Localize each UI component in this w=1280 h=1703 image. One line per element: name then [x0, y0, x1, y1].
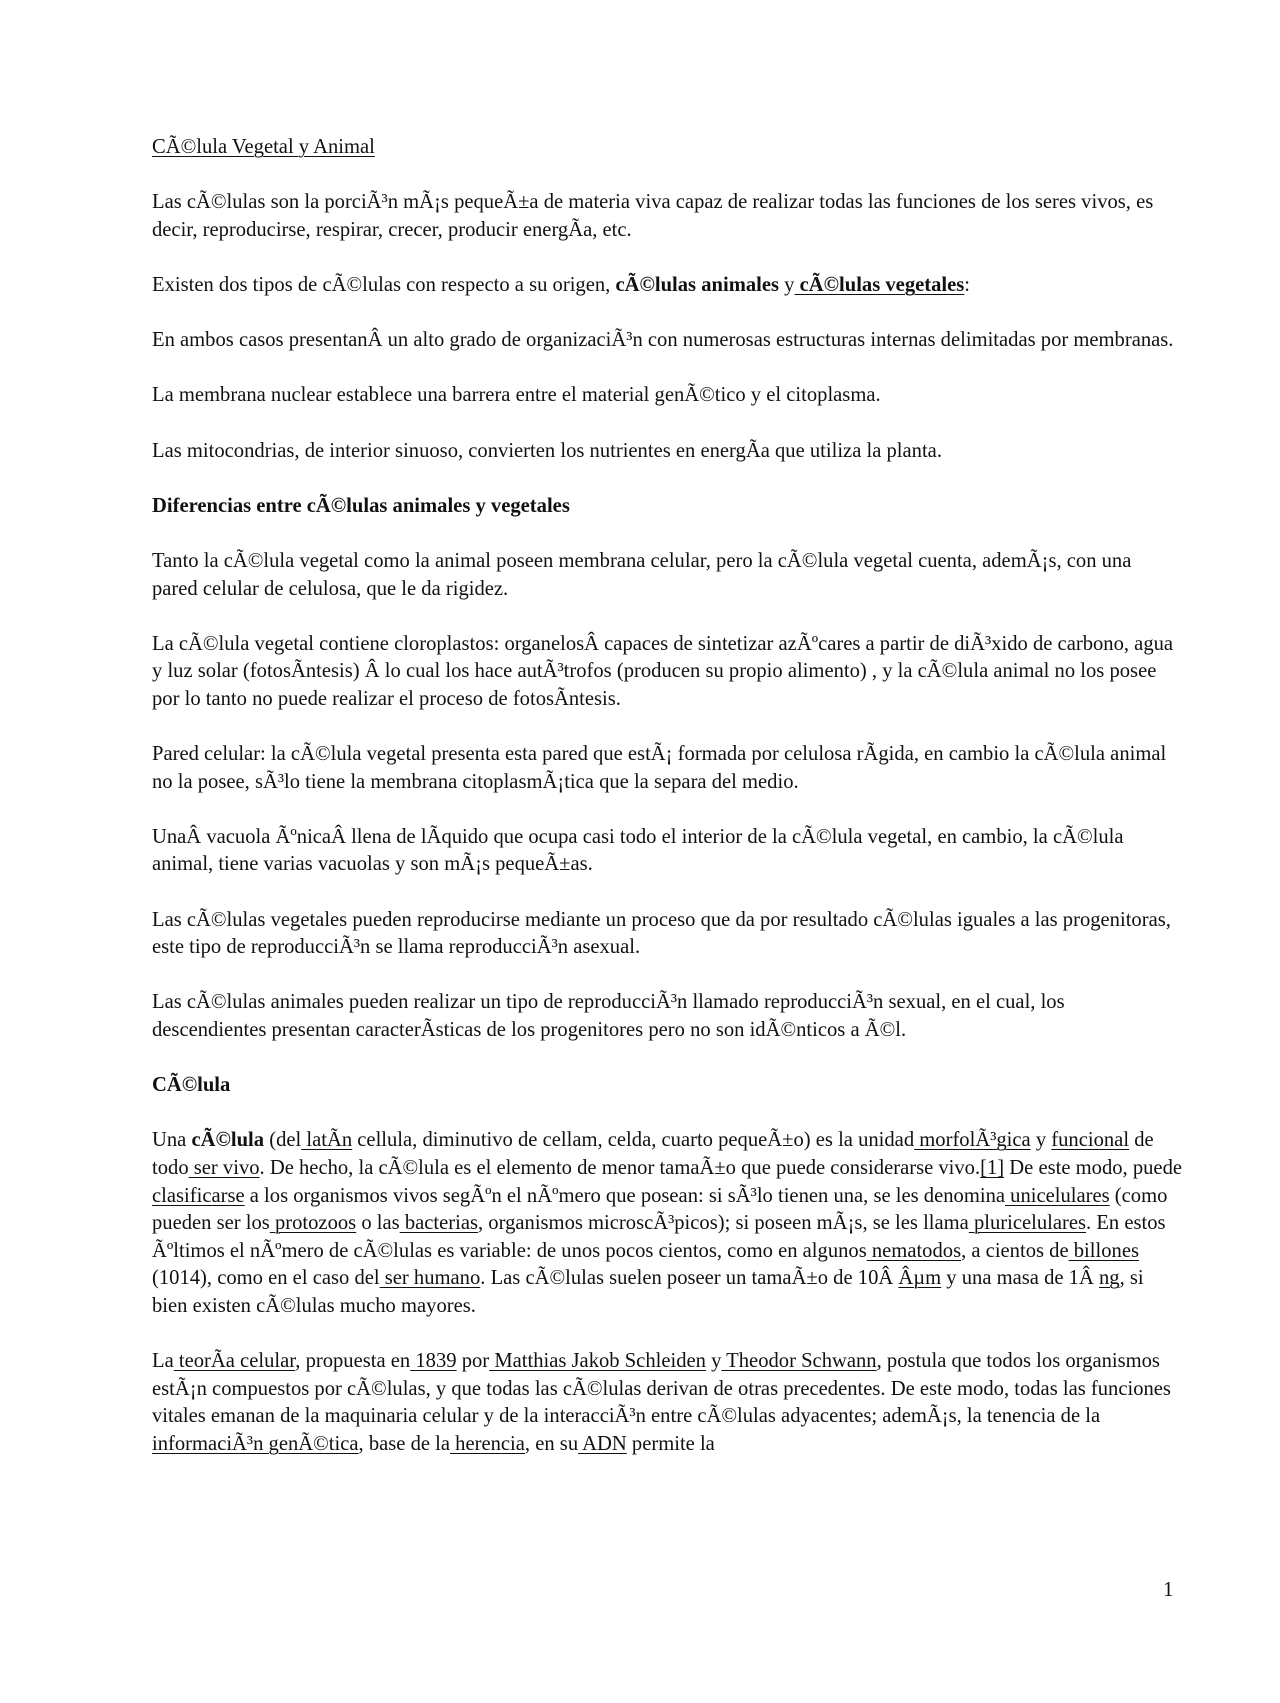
text-run: (como pueden ser los	[152, 1184, 1168, 1235]
paragraph-chloroplasts: La cÃ©lula vegetal contiene cloroplastos: organelosÂ capaces de sintetizar azÃºcares a partir de diÃ³xido de carbono, agua y luz solar (fotosÃntesis) Â lo cual los hace autÃ³trofos (producen su propio alimento) , y la cÃ©lula animal no los posee por lo tanto no puede realizar el proceso de fotosÃntesis.	[152, 632, 1174, 710]
text-run: y	[1030, 1129, 1052, 1152]
text-run: , propuesta en	[295, 1350, 411, 1373]
link-cell-theory[interactable]: teorÃa celular	[173, 1350, 296, 1373]
text-run: y	[705, 1350, 722, 1373]
bold-term-plant-cells: cÃ©lulas vegetales	[794, 273, 965, 296]
text-run: . De hecho, la cÃ©lula es el elemento de menor tamaÃ±o que puede considerarse vivo.	[259, 1156, 981, 1179]
bold-term-cell: cÃ©lula	[191, 1129, 265, 1152]
text-run: , organismos microscÃ³picos); si poseen mÃ¡s, se les llama	[478, 1212, 969, 1235]
paragraph-asexual-reproduction: Las cÃ©lulas vegetales pueden reproducirse mediante un proceso que da por resultado cÃ©lulas iguales a las progenitoras, este tipo de reproducciÃ³n se llama reproducciÃ³n asexual.	[152, 908, 1171, 959]
text-run: , si bien existen cÃ©lulas mucho mayores.	[152, 1267, 1144, 1317]
paragraph-intro: Las cÃ©lulas son la porciÃ³n mÃ¡s pequeÃ±a de materia viva capaz de realizar todas las funciones de los seres vivos, es decir, reproducirse, respirar, crecer, producir energÃa, etc.	[152, 191, 1154, 241]
link-micrometer[interactable]: Âµm	[898, 1267, 942, 1290]
text-run: , en su	[524, 1432, 579, 1455]
link-bacteria[interactable]: bacterias	[399, 1212, 478, 1235]
text-run: cellula, diminutivo de cellam, celda, cuarto pequeÃ±o) es la unidad	[352, 1129, 915, 1152]
paragraph-cell-definition	[152, 1127, 1182, 1320]
text-run: La	[152, 1350, 174, 1373]
link-latin[interactable]: latÃn	[301, 1129, 353, 1152]
section-heading-differences	[152, 493, 1182, 521]
link-nanogram[interactable]: ng	[1099, 1267, 1120, 1290]
text-run: . Las cÃ©lulas suelen poseer un tamaÃ±o de 10Â	[480, 1267, 899, 1290]
link-billions[interactable]: billones	[1068, 1239, 1139, 1262]
text-run: de todo	[152, 1129, 1154, 1179]
paragraph-nuclear-membrane: La membrana nuclear establece una barrera entre el material genÃ©tico y el citoplasma.	[152, 384, 881, 407]
text-run: De este modo, puede	[1004, 1156, 1183, 1179]
heading-text: CÃ©lula	[152, 1074, 231, 1097]
paragraph-sexual-reproduction: Las cÃ©lulas animales pueden realizar un tipo de reproducciÃ³n llamado reproducciÃ³n sexual, en el cual, los descendientes presentan caracterÃsticas de los progenitores pero no son idÃ©nticos a Ã©l.	[152, 991, 1065, 1041]
text-run: (del	[264, 1129, 302, 1152]
link-genetic-information[interactable]: informaciÃ³n genÃ©tica	[152, 1432, 359, 1455]
heading-text: Diferencias entre cÃ©lulas animales y vegetales	[152, 494, 570, 517]
document-body	[152, 134, 1182, 1486]
link-nematodes[interactable]: nematodos	[866, 1239, 962, 1262]
text-run: por	[456, 1350, 490, 1373]
paragraph-cell-theory	[152, 1348, 1182, 1458]
page-number: 1	[1163, 1577, 1174, 1601]
link-1839[interactable]: 1839	[410, 1350, 457, 1373]
text-run: , base de la	[358, 1432, 451, 1455]
text-run: y	[779, 273, 795, 296]
link-protozoa[interactable]: protozoos	[269, 1212, 357, 1235]
link-reference-1[interactable]: [1]	[980, 1156, 1005, 1179]
paragraph-mitochondria: Las mitocondrias, de interior sinuoso, convierten los nutrientes en energÃa que utiliza la planta.	[152, 439, 942, 462]
section-heading-cell	[152, 1072, 1182, 1100]
link-heredity[interactable]: herencia	[450, 1432, 525, 1455]
link-unicellular[interactable]: unicelulares	[1005, 1184, 1110, 1207]
text-run: a los organismos vivos segÃºn el nÃºmero que posean: si sÃ³lo tienen una, se les denomina	[244, 1184, 1006, 1207]
link-multicellular[interactable]: pluricelulares	[968, 1212, 1087, 1235]
text-run: :	[964, 273, 971, 296]
link-dna[interactable]: ADN	[578, 1432, 627, 1455]
link-morphological[interactable]: morfolÃ³gica	[914, 1129, 1031, 1152]
text-run: , a cientos de	[961, 1239, 1069, 1262]
paragraph-vacuole: UnaÂ vacuola ÃºnicaÂ llena de lÃquido que ocupa casi todo el interior de la cÃ©lula vegetal, en cambio, la cÃ©lula animal, tiene varias vacuolas y son mÃ¡s pequeÃ±as.	[152, 825, 1124, 876]
bold-term-animal-cells: cÃ©lulas animales	[615, 273, 780, 296]
text-run: , postula que todos los organismos estÃ¡n compuestos por cÃ©lulas, y que todas las cÃ©lulas derivan de otras precedentes. De este modo, todas las funciones vitales emanan de la maquinaria celular y de la interacciÃ³n entre cÃ©lulas adyacentes; ademÃ¡s, la tenencia de la	[152, 1350, 1171, 1428]
text-run: Existen dos tipos de cÃ©lulas con respecto a su origen,	[152, 273, 616, 296]
link-functional[interactable]: funcional	[1051, 1129, 1130, 1152]
link-schwann[interactable]: Theodor Schwann	[721, 1350, 877, 1373]
text-run: o las	[356, 1212, 400, 1235]
link-classify[interactable]: clasificarse	[152, 1184, 245, 1207]
text-run: Una	[152, 1129, 192, 1152]
text-run: . En estos Ãºltimos el nÃºmero de cÃ©lulas es variable: de unos pocos cientos, como en algunos	[152, 1212, 1166, 1262]
link-human-being[interactable]: ser humano	[379, 1267, 481, 1290]
document-title	[152, 134, 1182, 162]
link-living-being[interactable]: ser vivo	[188, 1156, 260, 1179]
link-schleiden[interactable]: Matthias Jakob Schleiden	[489, 1350, 706, 1373]
paragraph-organization: En ambos casos presentanÂ un alto grado de organizaciÃ³n con numerosas estructuras internas delimitadas por membranas.	[152, 329, 1174, 352]
text-run: y una masa de 1Â	[941, 1267, 1099, 1290]
paragraph-cell-wall-intro: Tanto la cÃ©lula vegetal como la animal poseen membrana celular, pero la cÃ©lula vegetal cuenta, ademÃ¡s, con una pared celular de celulosa, que le da rigidez.	[152, 549, 1132, 600]
text-run: permite la	[626, 1432, 715, 1455]
text-run: (1014), como en el caso del	[152, 1267, 380, 1290]
title-text: CÃ©lula Vegetal y Animal	[152, 136, 375, 158]
paragraph-cell-types	[152, 272, 1182, 300]
paragraph-cell-wall: Pared celular: la cÃ©lula vegetal presenta esta pared que estÃ¡ formada por celulosa rÃgida, en cambio la cÃ©lula animal no la posee, sÃ³lo tiene la membrana citoplasmÃ¡tica que la separa del medio.	[152, 743, 1167, 793]
